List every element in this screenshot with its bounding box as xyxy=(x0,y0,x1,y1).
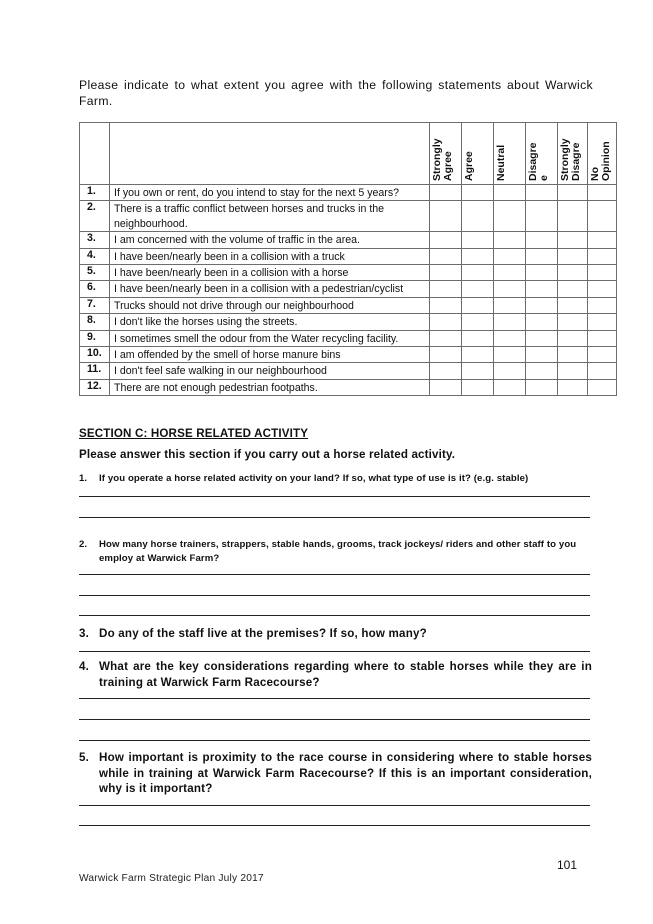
col-label: No Opinion xyxy=(589,141,612,181)
question-number: 1. xyxy=(79,473,88,484)
response-cell[interactable] xyxy=(558,265,588,281)
response-cell[interactable] xyxy=(526,265,558,281)
table-row xyxy=(80,201,617,232)
row-number: 9. xyxy=(80,330,110,346)
col-label: Strongly Agree xyxy=(431,138,454,181)
response-cell[interactable] xyxy=(494,330,526,346)
response-cell[interactable] xyxy=(462,281,494,297)
header-blank xyxy=(80,123,110,185)
response-cell[interactable] xyxy=(558,330,588,346)
response-cell[interactable] xyxy=(494,281,526,297)
table-header-row xyxy=(80,123,617,185)
response-cell[interactable] xyxy=(526,363,558,379)
response-cell[interactable] xyxy=(462,297,494,313)
table-row xyxy=(80,297,617,313)
intro-instructions: Please indicate to what extent you agree with the following statements about Warwick Farm. xyxy=(79,78,593,108)
footer-text: Warwick Farm Strategic Plan July 2017 xyxy=(79,873,264,884)
table-row xyxy=(80,248,617,264)
response-cell[interactable] xyxy=(588,281,617,297)
col-label: Disagre e xyxy=(527,142,550,181)
row-number: 4. xyxy=(80,248,110,264)
response-cell[interactable] xyxy=(462,185,494,201)
response-cell[interactable] xyxy=(588,297,617,313)
statement-text: I have been/nearly been in a collision with a pedestrian/cyclist xyxy=(110,281,430,297)
response-cell[interactable] xyxy=(558,314,588,330)
statement-text: I sometimes smell the odour from the Water recycling facility. xyxy=(110,330,430,346)
response-cell[interactable] xyxy=(558,185,588,201)
response-cell[interactable] xyxy=(462,330,494,346)
response-cell[interactable] xyxy=(558,281,588,297)
response-cell[interactable] xyxy=(558,248,588,264)
answer-line[interactable] xyxy=(79,698,590,699)
response-cell[interactable] xyxy=(462,201,494,232)
row-number: 10. xyxy=(80,347,110,363)
response-cell[interactable] xyxy=(588,347,617,363)
row-number: 3. xyxy=(80,232,110,248)
table-row xyxy=(80,330,617,346)
response-cell[interactable] xyxy=(588,185,617,201)
response-cell[interactable] xyxy=(494,248,526,264)
response-cell[interactable] xyxy=(588,379,617,395)
answer-line[interactable] xyxy=(79,740,590,741)
table-row xyxy=(80,232,617,248)
col-label: Neutral xyxy=(495,144,507,181)
response-cell[interactable] xyxy=(588,330,617,346)
table-row xyxy=(80,314,617,330)
row-number: 2. xyxy=(80,201,110,232)
response-cell[interactable] xyxy=(526,232,558,248)
response-cell[interactable] xyxy=(430,330,462,346)
row-number: 11. xyxy=(80,363,110,379)
response-cell[interactable] xyxy=(558,363,588,379)
row-number: 12. xyxy=(80,379,110,395)
question-number: 3. xyxy=(79,627,90,640)
question-2 xyxy=(79,538,592,565)
response-cell[interactable] xyxy=(526,248,558,264)
response-cell[interactable] xyxy=(430,248,462,264)
response-cell[interactable] xyxy=(494,379,526,395)
response-cell[interactable] xyxy=(526,379,558,395)
response-cell[interactable] xyxy=(558,379,588,395)
response-cell[interactable] xyxy=(430,201,462,232)
statement-text: I have been/nearly been in a collision with a truck xyxy=(110,248,430,264)
agreement-survey-table xyxy=(79,122,617,396)
response-cell[interactable] xyxy=(558,297,588,313)
response-cell[interactable] xyxy=(494,314,526,330)
response-cell[interactable] xyxy=(430,232,462,248)
response-cell[interactable] xyxy=(494,297,526,313)
response-cell[interactable] xyxy=(430,185,462,201)
question-number: 5. xyxy=(79,751,90,764)
response-cell[interactable] xyxy=(430,379,462,395)
response-cell[interactable] xyxy=(588,314,617,330)
response-cell[interactable] xyxy=(430,265,462,281)
header-blank xyxy=(110,123,430,185)
statement-text: If you own or rent, do you intend to stay for the next 5 years? xyxy=(110,185,430,201)
col-disagree xyxy=(526,123,558,185)
row-number: 1. xyxy=(80,185,110,201)
response-cell[interactable] xyxy=(430,347,462,363)
answer-line[interactable] xyxy=(79,496,590,497)
response-cell[interactable] xyxy=(494,201,526,232)
table-row xyxy=(80,185,617,201)
col-label: Strongly Disagre xyxy=(559,138,582,181)
response-cell[interactable] xyxy=(588,248,617,264)
response-cell[interactable] xyxy=(430,297,462,313)
response-cell[interactable] xyxy=(558,201,588,232)
section-c-title: SECTION C: HORSE RELATED ACTIVITY xyxy=(79,427,309,440)
question-4 xyxy=(79,659,592,690)
question-text: Do any of the staff live at the premises? If so, how many? xyxy=(99,627,427,640)
response-cell[interactable] xyxy=(526,201,558,232)
response-cell[interactable] xyxy=(588,363,617,379)
answer-line[interactable] xyxy=(79,517,590,518)
response-cell[interactable] xyxy=(526,330,558,346)
row-number: 6. xyxy=(80,281,110,297)
response-cell[interactable] xyxy=(588,265,617,281)
col-label: Agree xyxy=(463,151,475,181)
response-cell[interactable] xyxy=(526,281,558,297)
table-row xyxy=(80,347,617,363)
response-cell[interactable] xyxy=(462,265,494,281)
response-cell[interactable] xyxy=(526,185,558,201)
response-cell[interactable] xyxy=(430,314,462,330)
statement-text: I don't feel safe walking in our neighbourhood xyxy=(110,363,430,379)
statement-text: There is a traffic conflict between horses and trucks in the neighbourhood. xyxy=(110,201,430,232)
response-cell[interactable] xyxy=(494,185,526,201)
answer-line[interactable] xyxy=(79,574,590,575)
answer-line[interactable] xyxy=(79,719,590,720)
response-cell[interactable] xyxy=(430,281,462,297)
response-cell[interactable] xyxy=(588,201,617,232)
question-number: 2. xyxy=(79,539,88,550)
response-cell[interactable] xyxy=(494,265,526,281)
row-number: 8. xyxy=(80,314,110,330)
question-3 xyxy=(79,626,592,642)
response-cell[interactable] xyxy=(462,232,494,248)
answer-line[interactable] xyxy=(79,651,590,652)
col-strongly-agree xyxy=(430,123,462,185)
question-1 xyxy=(79,472,592,486)
question-number: 4. xyxy=(79,660,90,673)
response-cell[interactable] xyxy=(558,347,588,363)
answer-line[interactable] xyxy=(79,615,590,616)
response-cell[interactable] xyxy=(462,314,494,330)
response-cell[interactable] xyxy=(526,297,558,313)
statement-text: I have been/nearly been in a collision with a horse xyxy=(110,265,430,281)
response-cell[interactable] xyxy=(462,248,494,264)
response-cell[interactable] xyxy=(558,232,588,248)
col-neutral xyxy=(494,123,526,185)
response-cell[interactable] xyxy=(462,347,494,363)
response-cell[interactable] xyxy=(494,347,526,363)
response-cell[interactable] xyxy=(494,232,526,248)
response-cell[interactable] xyxy=(526,314,558,330)
col-no-opinion xyxy=(588,123,617,185)
response-cell[interactable] xyxy=(588,232,617,248)
col-strongly-disagree xyxy=(558,123,588,185)
question-text: If you operate a horse related activity on your land? If so, what type of use is it? (e.g. stable) xyxy=(99,473,529,484)
question-text: How important is proximity to the race course in considering where to stable horses while in training at Warwick Farm Racecourse? If this is an important consideration, why is it important? xyxy=(99,751,592,795)
response-cell[interactable] xyxy=(462,363,494,379)
statement-text: I am offended by the smell of horse manure bins xyxy=(110,347,430,363)
response-cell[interactable] xyxy=(462,379,494,395)
statement-text: I am concerned with the volume of traffic in the area. xyxy=(110,232,430,248)
statement-text: I don't like the horses using the streets. xyxy=(110,314,430,330)
col-agree xyxy=(462,123,494,185)
question-5 xyxy=(79,750,592,797)
page-number: 101 xyxy=(557,858,578,872)
statement-text: There are not enough pedestrian footpaths. xyxy=(110,379,430,395)
table-row xyxy=(80,379,617,395)
response-cell[interactable] xyxy=(526,347,558,363)
response-cell[interactable] xyxy=(430,363,462,379)
answer-line[interactable] xyxy=(79,825,590,826)
question-text: What are the key considerations regarding where to stable horses while they are in training at Warwick Farm Racecourse? xyxy=(99,660,592,689)
row-number: 5. xyxy=(80,265,110,281)
question-text: How many horse trainers, strappers, stable hands, grooms, track jockeys/ riders and other staff to you employ at Warwick Farm? xyxy=(99,539,577,564)
answer-line[interactable] xyxy=(79,595,590,596)
table-row xyxy=(80,265,617,281)
table-row xyxy=(80,281,617,297)
row-number: 7. xyxy=(80,297,110,313)
table-row xyxy=(80,363,617,379)
response-cell[interactable] xyxy=(494,363,526,379)
statement-text: Trucks should not drive through our neighbourhood xyxy=(110,297,430,313)
answer-line[interactable] xyxy=(79,805,590,806)
section-instruction: Please answer this section if you carry out a horse related activity. xyxy=(79,448,456,461)
